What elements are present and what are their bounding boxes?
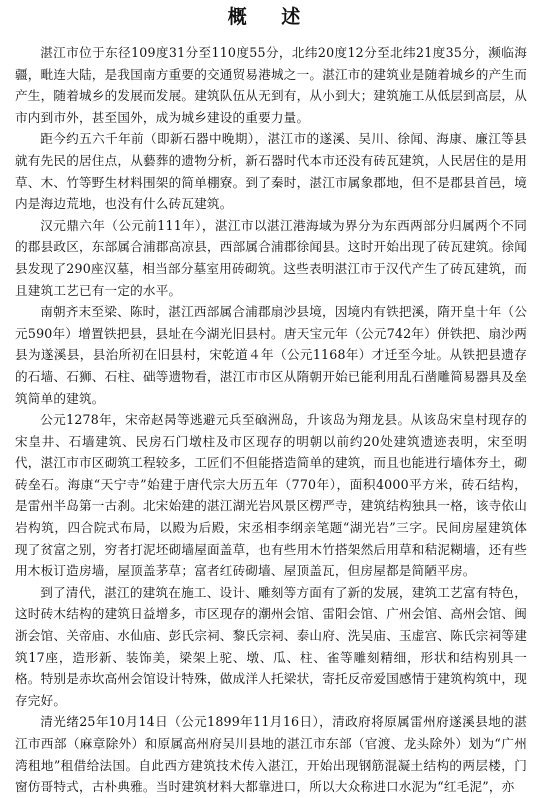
paragraph-5: 公元1278年，宋帝赵昺等逃避元兵至硇洲岛，升该岛为翔龙县。从该岛宋皇村现存的宋皇井、石墙建筑、民房石门墩柱及市区现存的明朝以前约20处建筑遗迹表明，宋至明代，湛江市市区砌筑工程较多，工匠们不但能搭造简单的建筑，而且也能进行墙体夯土，砌砖垒石。海康“天宁寺”始建于唐代宗大历五年（770年），面积4000平方米，砖石结构，是雷州半岛第一古刹。北宋始建的湛江湖光岩风景区楞严寺，建筑结构独具一格，该寺依山岩构筑，四合院式布局，以殿为后殿，宋丞相李纲亲笔题“湖光岩”三字。民间房屋建筑体现了贫富之别，穷者打泥坯砌墙屋面盖草，也有些用木竹搭架然后用草和秸泥糊墙，还有些用木板订造房墙，屋顶盖茅草；富者红砖砌墙、屋顶盖瓦，但房屋都是简陋平房。 — [15, 412, 527, 579]
paragraph-7: 清光绪25年10月14日（公元1899年11月16日），清政府将原属雷州府遂溪县地的湛江市西部（麻章除外）和原属高州府吴川县地的湛江市东部（官渡、龙头除外）划为“广州湾租地”租借给法国。自此西方建筑技术传入湛江，开始出现钢筋混凝土结构的两层楼，门窗仿哥特式，古朴典雅。当时建筑材料大都靠进口，所以大众称进口水泥为“红毛泥”，亦 — [15, 714, 527, 795]
document-title: 概 述 — [227, 6, 315, 28]
paragraph-6: 到了清代，湛江的建筑在施工、设计、雕刻等方面有了新的发展，建筑工艺富有特色，这时砖木结构的建筑日益增多，市区现存的潮州会馆、雷阳会馆、广州会馆、高州会馆、闽浙会馆、关帝庙、水仙庙、彭氏宗祠、黎氏宗祠、泰山府、洗吴庙、玉虚宫、陈氏宗祠等建筑17座，造形新、装饰美，梁架上驼、墩、瓜、柱、雀等雕刻精细，形状和结构别具一格。特别是赤坎高州会馆设计特殊，做成洋人托梁状，寄托反帝爱国感情于建筑构筑中，现存完好。 — [15, 584, 527, 708]
paragraph-1: 湛江市位于东径109度31分至110度55分，北纬20度12分至北纬21度35分，濒临海疆，毗连大陆，是我国南方重要的交通贸易港城之一。湛江市的建筑业是随着城乡的产生而产生，随着城乡的发展而发展。建筑队伍从无到有，从小到大；建筑施工从低层到高层，从市内到市外，甚至国外，成为城乡建设的重要力量。 — [15, 45, 527, 125]
paragraph-2: 距今约五六千年前（即新石器中晚期），湛江市的遂溪、吴川、徐闻、海康、廉江等县就有先民的居住点，从藝葬的遗物分析，新石器时代本市还没有砖瓦建筑，人民居住的是用草、木、竹等野生材料围架的简单棚寮。到了秦时，湛江市属象郡地，但不是郡县首邑，境内是海边荒地，也没有什么砖瓦建筑。 — [15, 131, 527, 212]
paragraph-3: 汉元鼎六年（公元前111年），湛江市以湛江港海域为界分为东西两部分归属两个不同的郡县政区，东部属合浦郡高凉县，西部属合浦郡徐闻县。这时开始出现了砖瓦建筑。徐闻县发现了290座汉墓，相当部分墓室用砖砌筑。这些表明湛江市于汉代产生了砖瓦建筑，而且建筑工艺已有一定的水平。 — [15, 217, 527, 298]
paragraph-4: 南朝齐末至梁、陈时，湛江西部属合浦郡扇沙县境，因境内有铁把溪，隋开皇十年（公元590年）增置铁把县，县址在今湖光旧县村。唐天宝元年（公元742年）併铁把、扇沙两县为遂溪县，县治所初在旧县村，宋乾道４年（公元1168年）才迁至今址。从铁把县遗存的石墙、石狮、石柱、础等遗物看，湛江市市区从隋朝开始已能利用乱石凿雕简易器具及垒筑简单的建筑。 — [15, 304, 527, 406]
